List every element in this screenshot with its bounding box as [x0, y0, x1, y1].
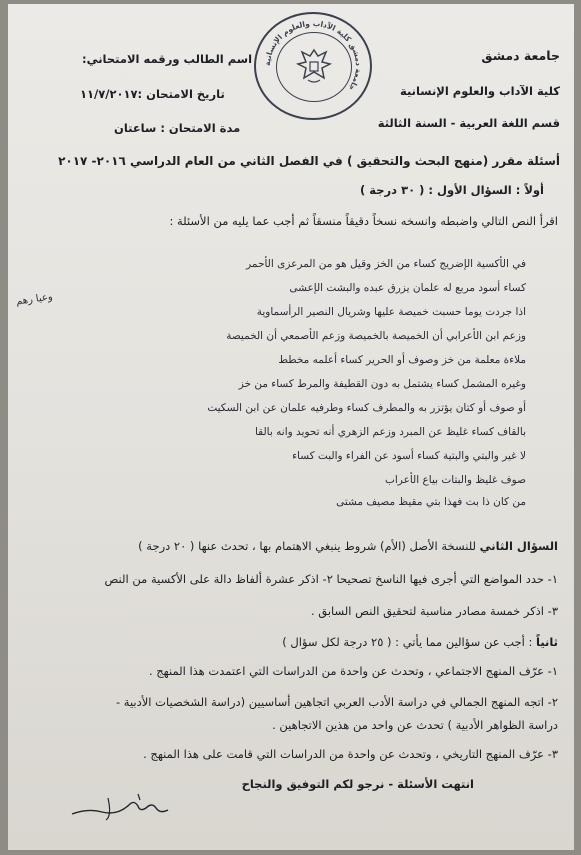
q1-heading: أولاً : السؤال الأول : ( ٣٠ درجة ) — [360, 183, 544, 197]
exam-paper — [8, 4, 574, 850]
manuscript-line: لا غير والبتي والبتية كساء أسود عن الفراء والبت كساء — [292, 450, 526, 462]
manuscript-line: من كان ذا بت فهذا بتي مقيظ مصيف مشتى — [336, 496, 526, 508]
section2-item-2a: ٢- اتجه المنهج الجمالي في دراسة الأدب العربي اتجاهين أساسيين (دراسة الشخصيات الأدبية - — [115, 695, 558, 709]
q2-line — [138, 539, 558, 553]
section2-item-2b: دراسة الظواهر الأدبية ) تحدث عن واحد من هذين الاتجاهين . — [272, 718, 558, 732]
manuscript-line: أو صوف أو كتان يؤتزر به والمطرف كساء وطرفيه علمان عن ابن السكيت — [207, 402, 526, 414]
q2-item-3: ٣- اذكر خمسة مصادر مناسبة لتحقيق النص السابق . — [310, 604, 558, 618]
q1-instruction: اقرأ النص التالي واضبطه وانسخه نسخاً دقيقاً منسقاً ثم أجب عما يليه من الأسئلة : — [169, 214, 558, 228]
section2-instruction: : أجب عن سؤالين مما يأتي : ( ٢٥ درجة لكل سؤال ) — [282, 635, 533, 649]
section2-heading-line — [282, 635, 558, 649]
student-name-label: اسم الطالب ورقمه الامتحاني: — [82, 52, 253, 66]
manuscript-line: وغيره المشمل كساء يشتمل به دون القطيفة والمرط كساء من خز — [238, 378, 526, 390]
manuscript-line: وزعم ابن الأعرابي أن الخميصة بالخميصة وزعم الأصمعي أن الخميصة — [226, 330, 526, 342]
manuscript-line: بالقاف كساء غليظ عن المبرد وزعم الزهري أنه تحويد وانه بالقا — [254, 426, 526, 438]
eagle-emblem-icon — [292, 44, 336, 88]
q2-text: للنسخة الأصل (الأم) شروط ينبغي الاهتمام بها ، تحدث عنها ( ٢٠ درجة ) — [138, 539, 477, 553]
seal-text: جامعة دمشق كلية الآداب والعلوم الإنسانية — [262, 18, 364, 93]
department-name: قسم اللغة العربية - السنة الثالثة — [377, 116, 560, 130]
section2-heading: ثانياً — [536, 635, 558, 649]
faculty-name: كلية الآداب والعلوم الإنسانية — [399, 84, 560, 98]
manuscript-line: صوف غليظ والبتات بياع الأعراب — [384, 474, 526, 486]
exam-duration: مدة الامتحان : ساعتان — [114, 121, 241, 135]
manuscript-line: كساء أسود مربع له علمان يزرق عبده والبشت الإعشى — [289, 282, 526, 294]
manuscript-text — [56, 248, 526, 516]
university-name: جامعة دمشق — [481, 48, 560, 63]
exam-title: أسئلة مقرر (منهج البحث والتحقيق ) في الفصل الثاني من العام الدراسي ٢٠١٦- ٢٠١٧ — [58, 154, 560, 168]
manuscript-margin-note: وعيا رهم — [15, 291, 54, 308]
exam-date: تاريخ الامتحان :١١/٧/٢٠١٧ — [80, 87, 225, 101]
q2-heading: السؤال الثاني — [479, 539, 558, 553]
manuscript-line: اذا جردت يوما حسبت خميصة عليها وشريال النصير الرأسماوية — [256, 306, 526, 318]
manuscript-line: ملاءة معلمة من خز وصوف أو الحرير كساء أعلمه مخطط — [278, 354, 526, 366]
q2-item-1: ١- حدد المواضع التي أجرى فيها الناسخ تصحيحا ٢- اذكر عشرة ألفاظ دالة على الأكسية من النص — [104, 572, 558, 586]
manuscript-line: في الأكسية الإضريج كساء من الخز وقيل هو من المرعزى الأحمر — [246, 258, 526, 270]
signature-icon — [68, 786, 178, 826]
section2-item-1: ١- عرّف المنهج الاجتماعي ، وتحدث عن واحدة من الدراسات التي اعتمدت هذا المنهج . — [148, 664, 558, 678]
closing-text: انتهت الأسئلة - نرجو لكم التوفيق والنجاح — [241, 777, 474, 791]
section2-item-3: ٣- عرّف المنهج التاريخي ، وتحدث عن واحدة من الدراسات التي قامت على هذا المنهج . — [143, 747, 558, 761]
university-seal — [254, 12, 372, 120]
